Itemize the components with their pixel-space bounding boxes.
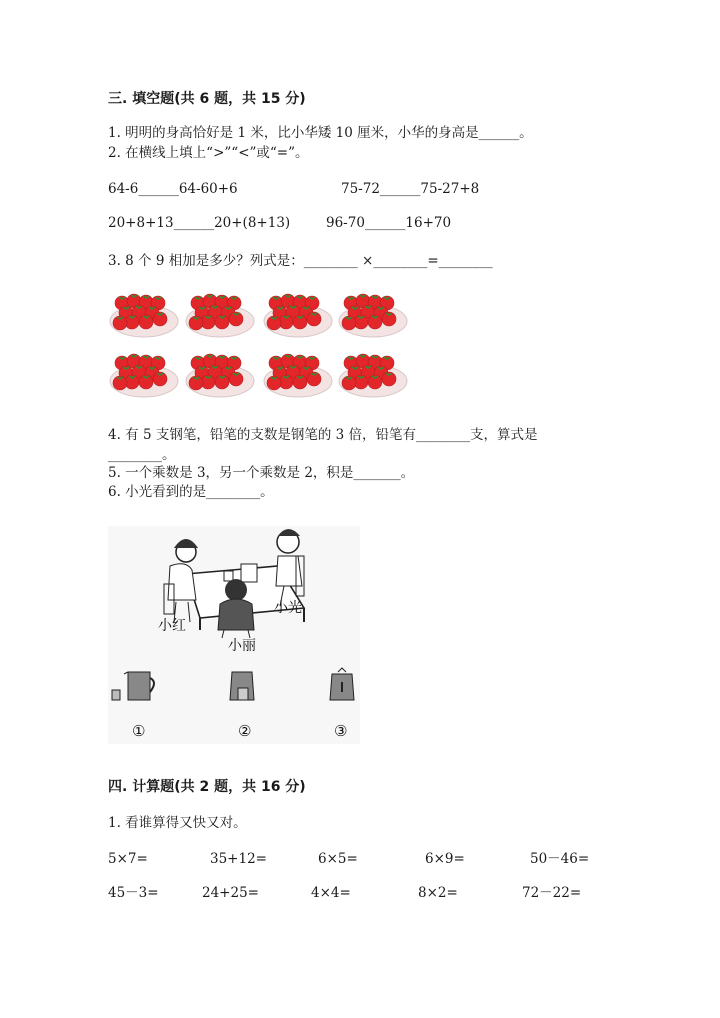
label-xiaoguang: 小光 [274, 600, 302, 616]
calc-r1-c5: 50－46= [530, 851, 590, 867]
tomato-plate [108, 289, 180, 345]
scene-drawing [108, 526, 360, 744]
scene-background [108, 526, 360, 744]
tomato-plate [337, 289, 409, 345]
tomato-plate [184, 289, 256, 345]
section4-title: 四. 计算题(共 2 题，共 16 分) [108, 779, 306, 795]
calc-r2-c4: 8×2= [418, 885, 458, 901]
comparison-2: 75-72______75-27+8 [341, 181, 480, 197]
option-2-label: ② [238, 722, 252, 740]
question-4-line-1: 4. 有 5 支钢笔，铅笔的支数是钢笔的 3 倍，铅笔有________支，算式是 [108, 427, 538, 443]
tomato-plate [184, 349, 256, 405]
question-5: 5. 一个乘数是 3，另一个乘数是 2，积是_______。 [108, 465, 415, 481]
option-1-label: ① [132, 722, 146, 740]
table-cup-icon [224, 571, 233, 581]
calc-r2-c5: 72－22= [522, 885, 582, 901]
label-xiaoli: 小丽 [228, 638, 256, 654]
question-4-line-2: ________。 [108, 447, 176, 463]
section4-question-1: 1. 看谁算得又快又对。 [108, 815, 247, 831]
question-6: 6. 小光看到的是________。 [108, 484, 274, 500]
table-scene-figure [108, 526, 360, 744]
question-2: 2. 在横线上填上“>”“<”或“=”。 [108, 145, 309, 161]
question-3: 3. 8 个 9 相加是多少？列式是：________ ×________=________ [108, 253, 493, 269]
tomato-plate [108, 349, 180, 405]
calc-r1-c3: 6×5= [318, 851, 358, 867]
tomato-plate [337, 349, 409, 405]
calc-r2-c1: 45－3= [108, 885, 159, 901]
label-xiaohong: 小红 [158, 618, 186, 634]
question-1: 1. 明明的身高恰好是 1 米，比小华矮 10 厘米，小华的身高是______。 [108, 125, 533, 141]
section3-title: 三. 填空题(共 6 题，共 15 分) [108, 91, 306, 107]
table-pot-icon [241, 564, 257, 582]
tomato-plate [262, 289, 334, 345]
comparison-3: 20+8+13______20+(8+13) [108, 215, 291, 231]
option-3-label: ③ [334, 722, 348, 740]
comparison-1: 64-6______64-60+6 [108, 181, 238, 197]
comparison-4: 96-70______16+70 [326, 215, 452, 231]
tomato-plate [262, 349, 334, 405]
calc-r2-c2: 24+25= [202, 885, 259, 901]
calc-r1-c2: 35+12= [210, 851, 267, 867]
calc-r1-c1: 5×7= [108, 851, 148, 867]
calc-r1-c4: 6×9= [425, 851, 465, 867]
calc-r2-c3: 4×4= [311, 885, 351, 901]
option-2-pot-cup-icon [230, 672, 254, 700]
